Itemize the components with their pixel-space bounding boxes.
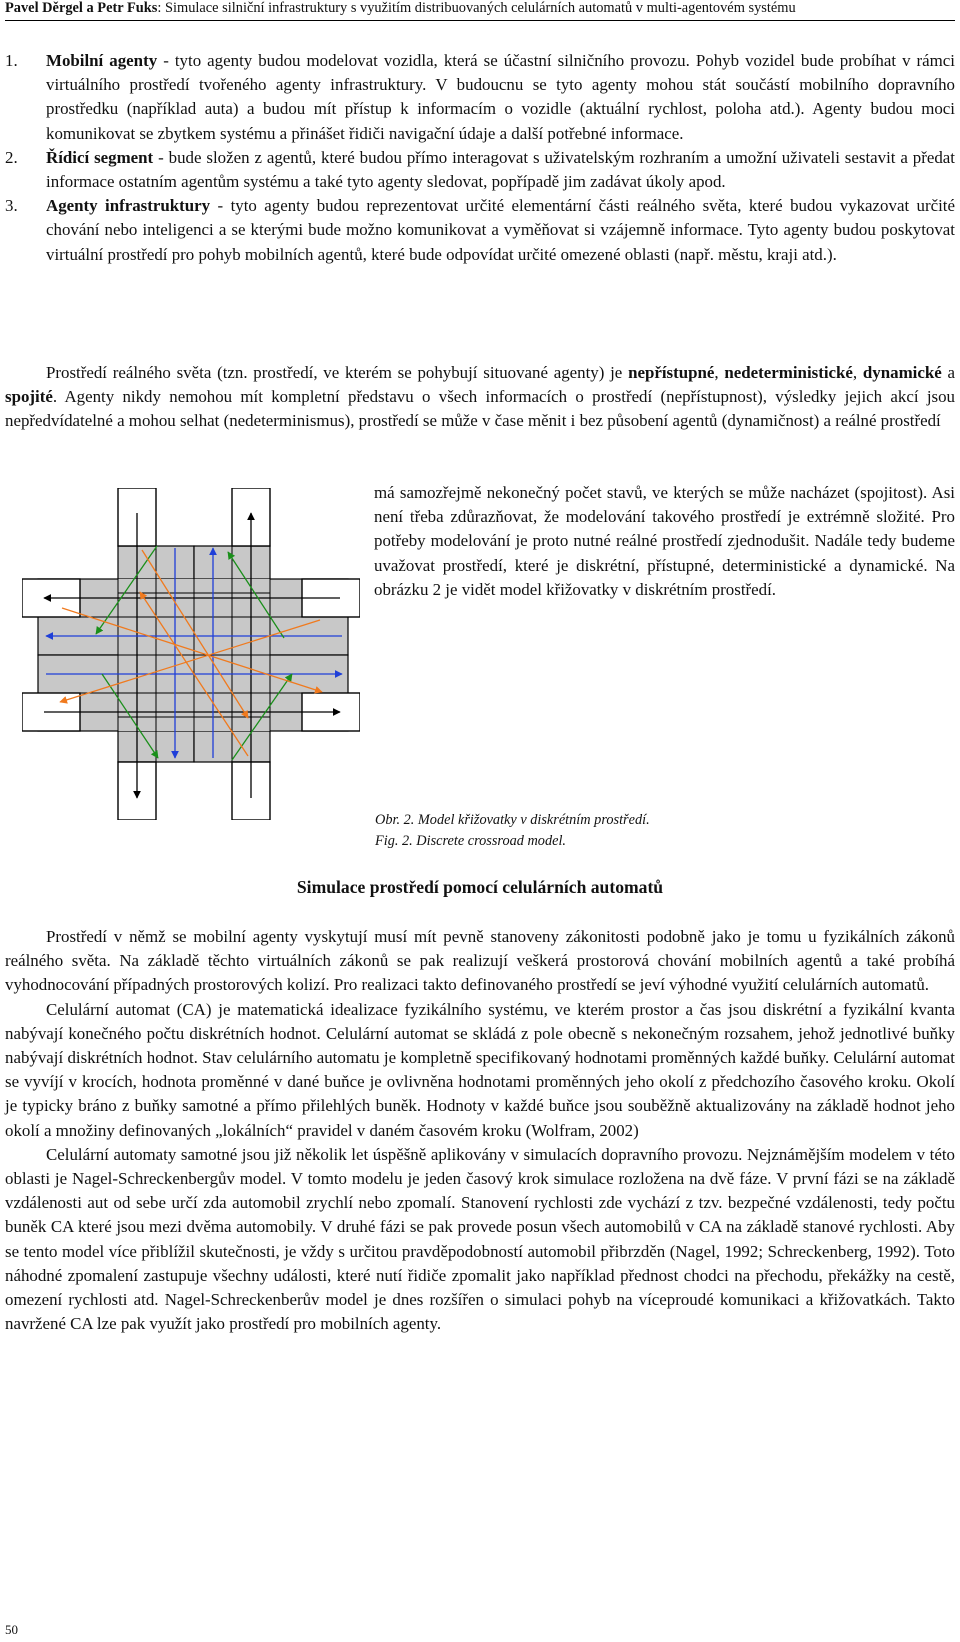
- crossroad-figure: [22, 488, 360, 820]
- env-text: . Agenty nikdy nemohou mít kompletní představu o všech informacích o prostředí (nepřístupnost), výsledky jejich akcí jsou nepředvídatelné a mohou selhat (nedeterminismus), prostředí se může v čase měnit i bez působení agentů (dynamičnost) a reálné prostředí: [5, 387, 955, 431]
- env-text: a: [941, 363, 955, 382]
- list-text: - tyto agenty budou reprezentovat určité elementární části reálného světa, které budou vykazovat určité chování nebo inteligenci a se kterými bude možno komunikovat a vyměňovat si vzájemně informace. Tyto agenty budou poskytovat virtuální prostředí pro pohyb mobilních agentů, které bude odpovídat určité omezené oblasti (např. městu, kraji atd.).: [46, 196, 955, 264]
- caption-english: Fig. 2. Discrete crossroad model.: [375, 833, 566, 849]
- body-paragraph: Prostředí v němž se mobilní agenty vyskytují musí mít pevně stanoveny zákonitosti podobně jako je tomu u fyzikálních zákonů reálného světa. Na základě těchto virtuálních zákonů se pak realizují veškerá prostorová chování mobilních agentů a také probíhá vyhodnocování případných prostorových kolizí. Pro realizaci takto definovaného prostředí se jeví výhodné využití celulárních automatů.: [5, 927, 955, 995]
- env-bold-term: nepřístupné: [628, 363, 715, 382]
- header-rule: [5, 20, 955, 21]
- env-bold-term: nedeterministické: [724, 363, 853, 382]
- list-number: 3.: [5, 196, 18, 216]
- list-number: 2.: [5, 147, 18, 167]
- page-number: 50: [5, 1622, 18, 1637]
- figure-caption: [375, 810, 775, 852]
- list-term: Řídicí segment: [46, 147, 154, 167]
- env-bold-term: spojité: [5, 387, 53, 407]
- env-text: Prostředí reálného světa (tzn. prostředí, ve kterém se pohybují situované agenty) je: [46, 363, 629, 382]
- header-title: : Simulace silniční infrastruktury s využitím distribuovaných celulárních automatů v multi-agentovém systému: [157, 0, 796, 16]
- running-header: [5, 0, 955, 18]
- env-text: ,: [852, 363, 863, 382]
- body-paragraph: Celulární automat (CA) je matematická idealizace fyzikálního systému, ve kterém prostor a čas jsou diskrétní a fyzikální kvanta nabývají konečného počtu diskrétních hodnot. Celulární automat se skládá z pole obecně s nekonečným rozsahem, jehož jednotlivé buňky nabývají diskrétních hodnot. Stav celulárního automatu je kompletně specifikovaný hodnotami proměnných každé buňky. Celulární automat se vyvíjí v krocích, hodnota proměnné v dané buňce je ovlivněna hodnotami proměnných jeho okolí z předchozího časového kroku. Okolí je typicky bráno z buňky samotné a přímo přilehlých buněk. Hodnoty v každé buňce jsou souběžně aktualizovány na základě hodnot jeho okolí a množiny definovaných „lokálních“ pravidel v daném časovém kroku (Wolfram, 2002): [5, 999, 955, 1140]
- list-text: - bude složen z agentů, které budou přímo interagovat s uživatelským rozhraním a umožní uživateli sestavit a předat informace ostatním agentům systému a také tyto agenty sledovat, popřípadě jim zadávat úkoly apod.: [46, 147, 955, 192]
- list-item-mobile-agents: [5, 49, 955, 146]
- section-title: Simulace prostředí pomocí celulárních automatů: [296, 877, 664, 897]
- environment-paragraph: [5, 361, 955, 434]
- list-item-infrastructure-agents: [5, 194, 955, 267]
- agent-type-list: [5, 49, 955, 267]
- caption-czech: Obr. 2. Model křižovatky v diskrétním prostředí.: [375, 812, 650, 828]
- env-bold-term: dynamické: [862, 363, 942, 382]
- list-term: Mobilní agenty: [46, 51, 158, 70]
- env-text: ,: [714, 363, 725, 382]
- list-item-control-segment: [5, 146, 955, 194]
- body-paragraph: Celulární automaty samotné jsou již několik let úspěšně aplikovány v simulacích dopravního provozu. Nejznámějším modelem v této oblasti je Nagel-Schreckenbergův model. V tomto modelu je jeden časový krok simulace rozložena na dvě fáze. V první fázi se na základě vzdálenosti aut od sebe určí zda automobil zrychlí nebo zpomalí. Stanovení rychlosti zde vychází z tzv. bezpečné vzdálenosti, tedy počtu buněk CA které jsou mezi dvěma automobily. V druhé fázi se pak provede posun všech automobilů v CA na základě stanové rychlosti. Aby se tento model více přiblížil skutečnosti, je vždy s určitou pravděpodobností automobil přibrzděn (Nagel, 1992; Schreckenberg, 1992). Toto náhodné zpomalení zastupuje všechny události, které nutí řidiče zpomalit jako například přednost chodci na přechodu, překážky na cestě, omezení rychlosti atd. Nagel-Schreckenberův model je dnes rozšířen o simulaci pohyb na víceproudé komunikaci a křižovatkách. Takto navržené CA lze pak využít jako prostředí pro mobilních agenty.: [5, 1144, 955, 1334]
- section-body: [5, 925, 955, 1336]
- environment-paragraph-wrap: má samozřejmě nekonečný počet stavů, ve kterých se může nacházet (spojitost). Asi není třeba zdůrazňovat, že modelování takového prostředí je extrémně složité. Pro potřeby modelování je proto nutné reálné prostředí zjednodušit. Nadále tedy budeme uvažovat prostředí, které je diskrétní, přístupné, deterministické a dynamické. Na obrázku 2 je vidět model křižovatky v diskrétním prostředí.: [374, 483, 955, 599]
- list-number: 1.: [5, 51, 18, 70]
- list-term: Agenty infrastruktury: [46, 196, 211, 216]
- list-text: - tyto agenty budou modelovat vozidla, která se účastní silničního provozu. Pohyb vozidel bude probíhat v rámci virtuálního prostředí tvořeného agenty infrastruktury. V budoucnu se tyto agenty mohou stát součástí mobilního dopravního prostředku (například auta) a budou mít přístup k informacím o vozidle (aktuální rychlost, poloha atd.). Agenty budou moci komunikovat se zbytkem systému a přinášet řidiči navigační údaje a další potřebné informace.: [46, 51, 955, 143]
- header-authors: Pavel Děrgel a Petr Fuks: [5, 0, 158, 16]
